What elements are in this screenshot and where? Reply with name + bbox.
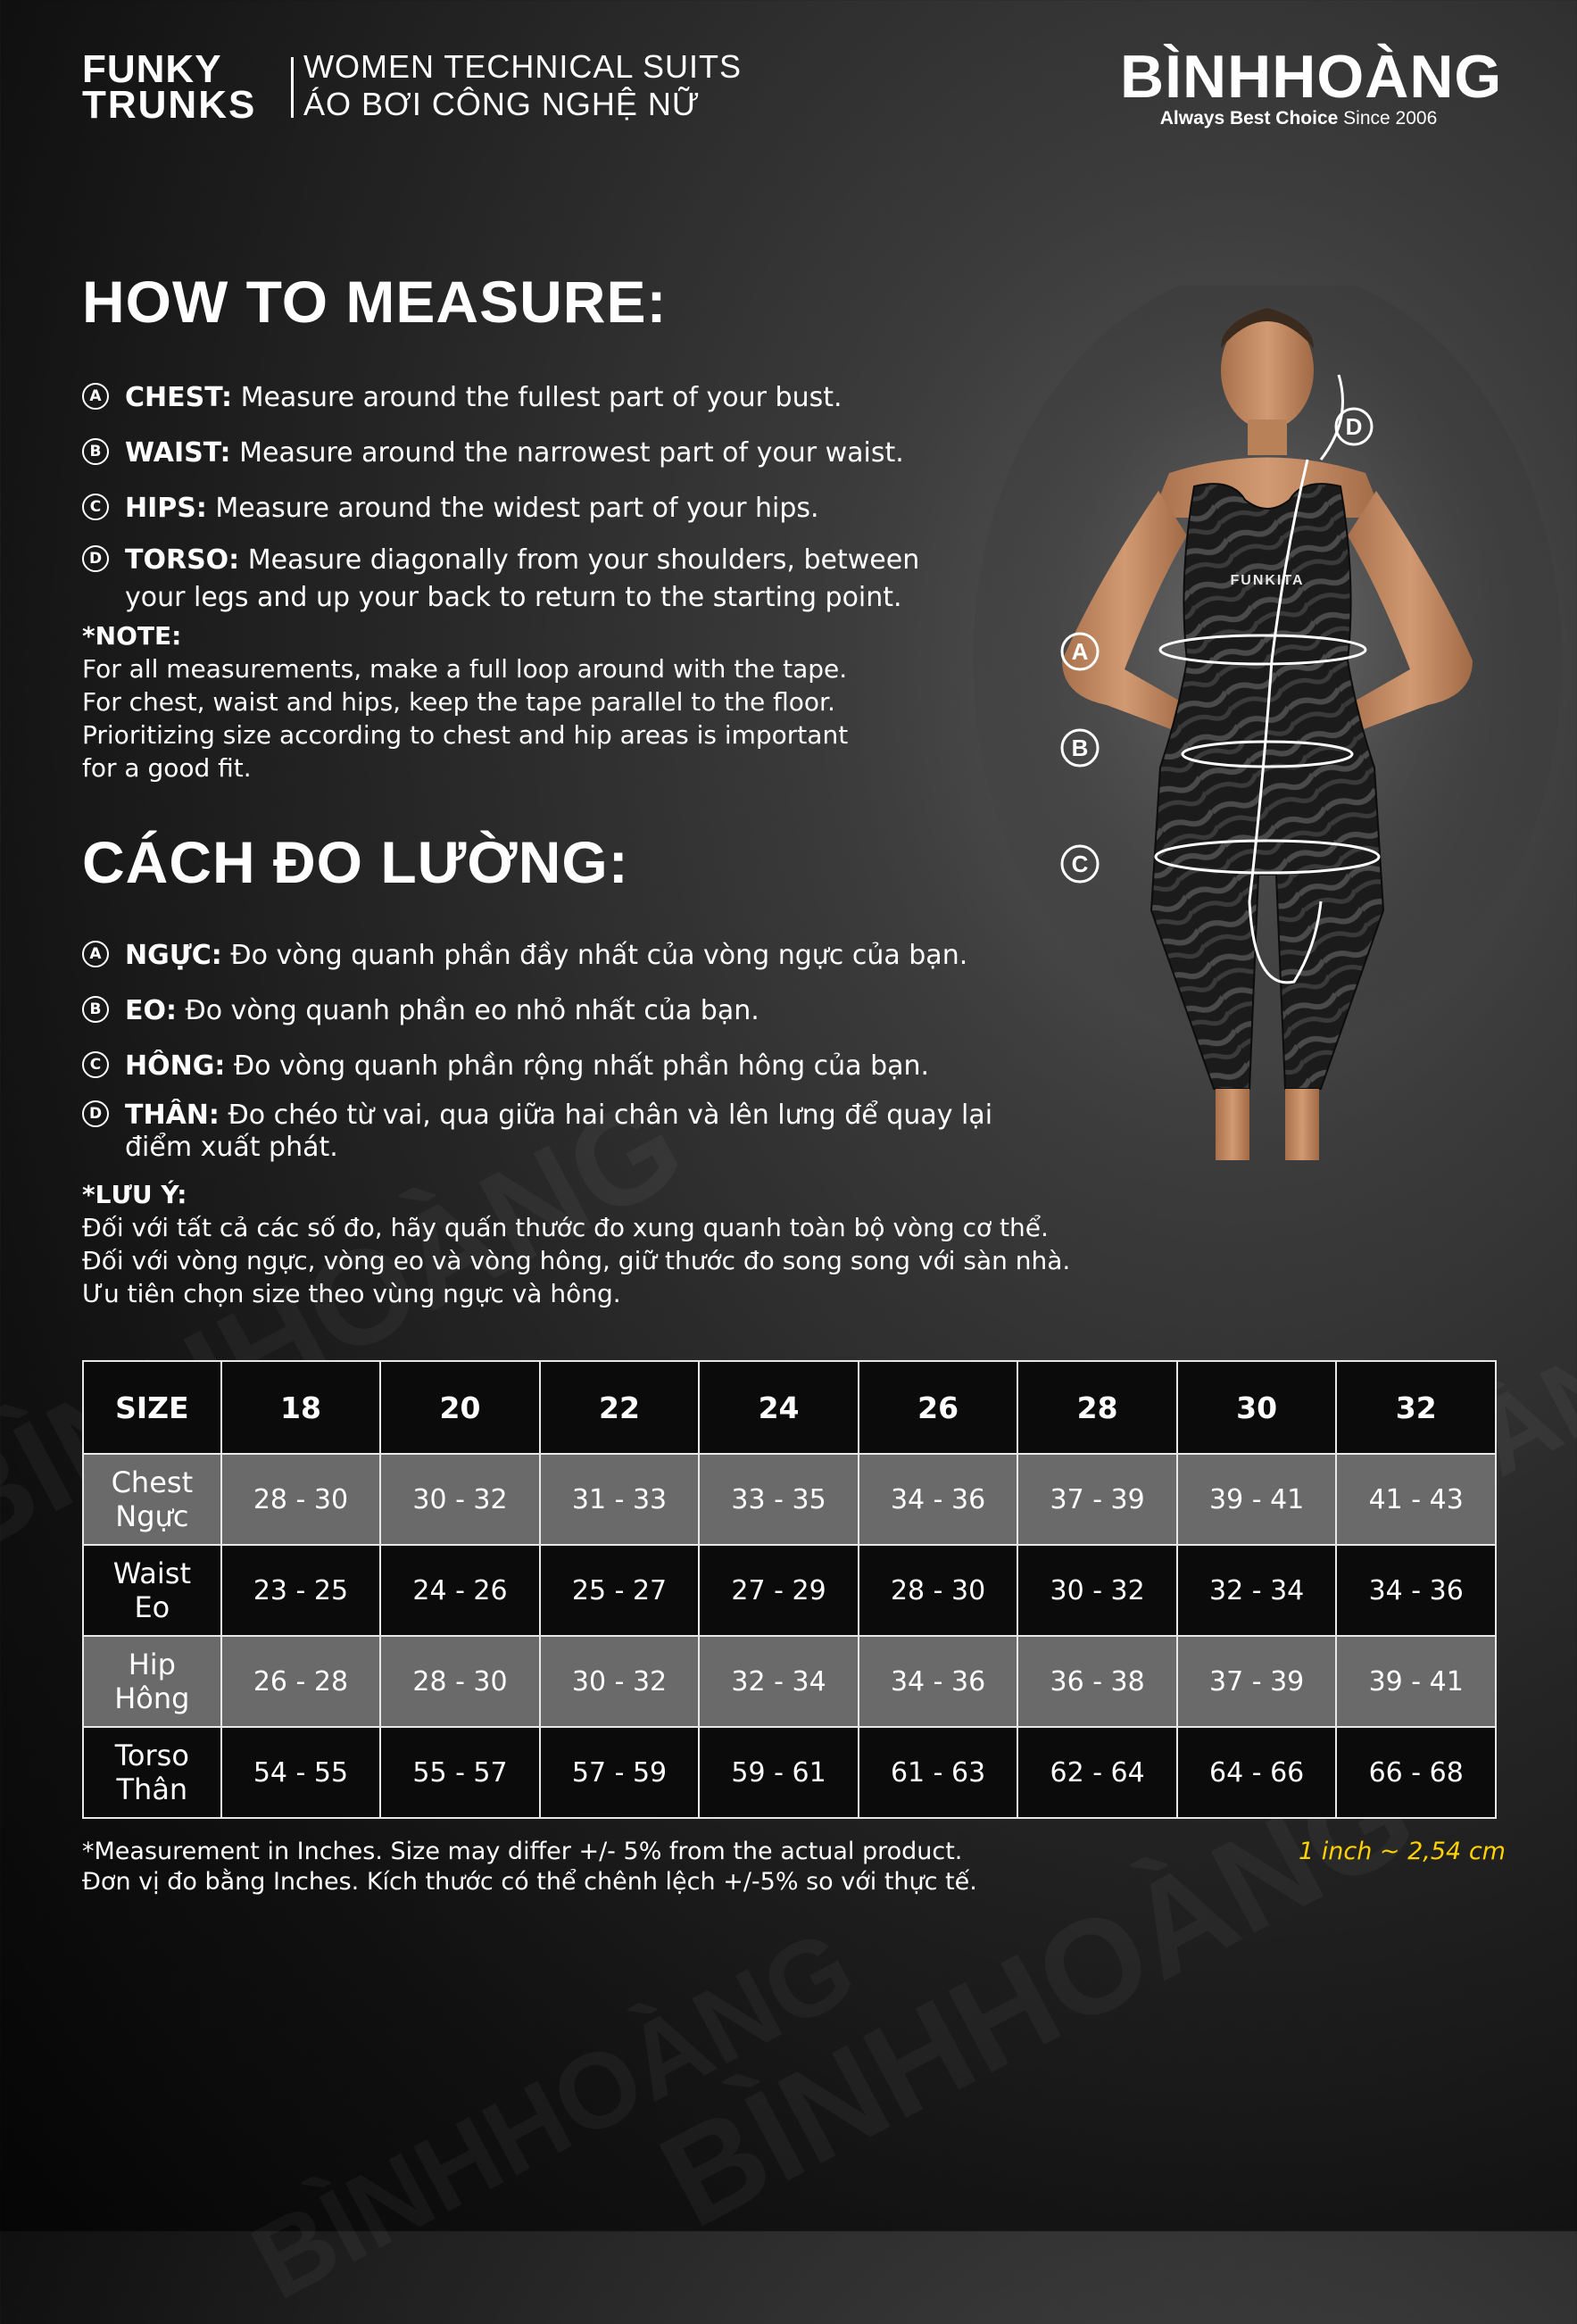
- row-label-en: Torso: [114, 1739, 189, 1772]
- row-label-vi: Thân: [116, 1772, 188, 1806]
- measure-item-than: [82, 1100, 1010, 1164]
- footer-notes: [82, 1837, 977, 1897]
- note-line: Đối với vòng ngực, vòng eo và vòng hông, giữ thước đo song song với sàn nhà.: [82, 1246, 1071, 1275]
- table-cell: 37 - 39: [1177, 1636, 1337, 1727]
- size-header-cell: 28: [1017, 1361, 1177, 1454]
- store-logo: [1120, 41, 1503, 130]
- measure-text: Đo vòng quanh phần rộng nhất phần hông của bạn.: [225, 1050, 930, 1082]
- measure-text: Measure around the widest part of your hips.: [206, 493, 819, 524]
- logo-line-2: TRUNKS: [82, 83, 257, 127]
- marker-d-icon: D: [82, 1100, 109, 1127]
- table-cell: 26 - 28: [221, 1636, 381, 1727]
- note-line: Prioritizing size according to chest and hip areas is important: [82, 720, 849, 750]
- table-cell: 61 - 63: [859, 1727, 1018, 1818]
- size-header-cell: 32: [1336, 1361, 1496, 1454]
- table-cell: 66 - 68: [1336, 1727, 1496, 1818]
- row-label-vi: Hông: [114, 1681, 190, 1715]
- measure-item-hips: [82, 490, 1010, 527]
- table-cell: 32 - 34: [699, 1636, 859, 1727]
- size-header-cell: 20: [380, 1361, 540, 1454]
- row-label: [83, 1636, 221, 1727]
- note-line: Ưu tiên chọn size theo vùng ngực và hông.: [82, 1279, 621, 1308]
- table-cell: 64 - 66: [1177, 1727, 1337, 1818]
- note-line: Đối với tất cả các số đo, hãy quấn thước đo xung quanh toàn bộ vòng cơ thể.: [82, 1213, 1049, 1242]
- table-cell: 34 - 36: [859, 1454, 1018, 1545]
- store-tagline-rest: Since 2006: [1338, 108, 1438, 129]
- table-cell: 34 - 36: [859, 1636, 1018, 1727]
- note-title: *LƯU Ý:: [82, 1180, 187, 1209]
- row-label: [83, 1545, 221, 1636]
- table-cell: 57 - 59: [540, 1727, 700, 1818]
- table-cell: 41 - 43: [1336, 1454, 1496, 1545]
- table-cell: 30 - 32: [540, 1636, 700, 1727]
- table-cell: 39 - 41: [1336, 1636, 1496, 1727]
- marker-c-icon: C: [82, 1051, 109, 1078]
- header-divider: [291, 57, 294, 118]
- table-cell: 31 - 33: [540, 1454, 700, 1545]
- store-name: BÌNHHOÀNG: [1120, 43, 1503, 111]
- note-title: *NOTE:: [82, 621, 182, 651]
- subtitle-vi: ÁO BƠI CÔNG NGHỆ NỮ: [303, 86, 701, 122]
- marker-b-icon: B: [82, 996, 109, 1023]
- measure-item-chest: [82, 379, 1010, 417]
- store-tagline-bold: Always Best Choice: [1159, 108, 1339, 129]
- size-chart-table: [82, 1360, 1497, 1819]
- row-label-en: Hip: [128, 1648, 176, 1681]
- table-cell: 24 - 26: [380, 1545, 540, 1636]
- note-line: For chest, waist and hips, keep the tape parallel to the floor.: [82, 687, 835, 717]
- measure-text: Measure diagonally from your shoulders, between: [239, 544, 920, 576]
- table-cell: 30 - 32: [380, 1454, 540, 1545]
- note-line: for a good fit.: [82, 753, 252, 783]
- measure-text-cont: điểm xuất phát.: [125, 1132, 338, 1163]
- table-cell: 37 - 39: [1017, 1454, 1177, 1545]
- size-header-cell: 18: [221, 1361, 381, 1454]
- size-header-row: [83, 1361, 1496, 1454]
- marker-c-icon: C: [82, 494, 109, 520]
- table-cell: 54 - 55: [221, 1727, 381, 1818]
- marker-c-label: C: [1071, 851, 1089, 877]
- table-cell: 55 - 57: [380, 1727, 540, 1818]
- measure-label: TORSO:: [125, 544, 240, 576]
- how-to-measure-title: HOW TO MEASURE:: [82, 269, 668, 335]
- table-cell: 39 - 41: [1177, 1454, 1337, 1545]
- measure-item-eo: [82, 992, 1010, 1030]
- table-row-chest: [83, 1454, 1496, 1545]
- measure-label: HIPS:: [125, 493, 207, 524]
- table-cell: 23 - 25: [221, 1545, 381, 1636]
- size-header-cell: 26: [859, 1361, 1018, 1454]
- measure-item-waist: [82, 435, 1010, 472]
- funky-trunks-logo: [82, 47, 278, 127]
- table-cell: 30 - 32: [1017, 1545, 1177, 1636]
- table-row-hip: [83, 1636, 1496, 1727]
- measure-item-torso: [82, 542, 1010, 617]
- measure-text: Measure around the fullest part of your bust.: [232, 382, 842, 413]
- measure-label: WAIST:: [125, 437, 231, 469]
- marker-d-label: D: [1345, 413, 1363, 440]
- measure-text: Đo vòng quanh phần eo nhỏ nhất của bạn.: [177, 995, 759, 1026]
- note-vi: [82, 1178, 1070, 1310]
- table-cell: 36 - 38: [1017, 1636, 1177, 1727]
- row-label-vi: Ngực: [115, 1499, 189, 1533]
- header-subtitle: [303, 48, 742, 123]
- size-header-cell: SIZE: [83, 1361, 221, 1454]
- measure-text: Đo vòng quanh phần đầy nhất của vòng ngực của bạn.: [221, 940, 968, 971]
- measure-label: HÔNG:: [125, 1050, 226, 1082]
- measure-label: NGỰC:: [125, 940, 222, 971]
- table-row-waist: [83, 1545, 1496, 1636]
- measure-label: THÂN:: [125, 1100, 220, 1131]
- measure-label: EO:: [125, 995, 177, 1026]
- row-label-en: Chest: [111, 1465, 194, 1499]
- table-cell: 25 - 27: [540, 1545, 700, 1636]
- footer-note-vi: Đơn vị đo bằng Inches. Kích thước có thể chênh lệch +/-5% so với thực tế.: [82, 1868, 977, 1896]
- table-cell: 62 - 64: [1017, 1727, 1177, 1818]
- row-label-vi: Eo: [134, 1590, 170, 1624]
- table-cell: 27 - 29: [699, 1545, 859, 1636]
- measure-item-hong: [82, 1048, 1010, 1085]
- marker-a-label: A: [1071, 638, 1089, 665]
- measure-text: Measure around the narrowest part of your waist.: [230, 437, 904, 469]
- size-header-cell: 30: [1177, 1361, 1337, 1454]
- table-cell: 59 - 61: [699, 1727, 859, 1818]
- row-label-en: Waist: [112, 1556, 191, 1590]
- measure-text: Đo chéo từ vai, qua giữa hai chân và lên lưng để quay lại: [219, 1100, 993, 1131]
- marker-a-icon: A: [82, 383, 109, 410]
- suit-logo: FUNKITA: [1230, 573, 1305, 588]
- footer-note-en: *Measurement in Inches. Size may differ +/- 5% from the actual product.: [82, 1838, 963, 1865]
- table-row-torso: [83, 1727, 1496, 1818]
- note-line: For all measurements, make a full loop around with the tape.: [82, 654, 848, 684]
- row-label: [83, 1454, 221, 1545]
- measure-item-nguc: [82, 937, 1010, 975]
- table-cell: 28 - 30: [221, 1454, 381, 1545]
- size-header-cell: 24: [699, 1361, 859, 1454]
- measure-text-cont: your legs and up your back to return to the starting point.: [125, 582, 902, 613]
- cach-do-luong-title: CÁCH ĐO LƯỜNG:: [82, 829, 629, 895]
- measure-label: CHEST:: [125, 382, 233, 413]
- logo-line-1: FUNKY: [82, 47, 222, 91]
- table-cell: 33 - 35: [699, 1454, 859, 1545]
- size-header-cell: 22: [540, 1361, 700, 1454]
- inch-conversion: 1 inch ~ 2,54 cm: [1299, 1838, 1506, 1865]
- table-cell: 28 - 30: [380, 1636, 540, 1727]
- marker-a-icon: A: [82, 941, 109, 967]
- row-label: [83, 1727, 221, 1818]
- store-tagline: [1120, 107, 1477, 130]
- model-figure: [964, 286, 1571, 1160]
- table-cell: 34 - 36: [1336, 1545, 1496, 1636]
- note-en: [82, 619, 848, 784]
- table-cell: 28 - 30: [859, 1545, 1018, 1636]
- marker-d-icon: D: [82, 545, 109, 572]
- marker-b-label: B: [1071, 735, 1089, 761]
- table-cell: 32 - 34: [1177, 1545, 1337, 1636]
- subtitle-en: WOMEN TECHNICAL SUITS: [303, 48, 743, 85]
- marker-b-icon: B: [82, 438, 109, 465]
